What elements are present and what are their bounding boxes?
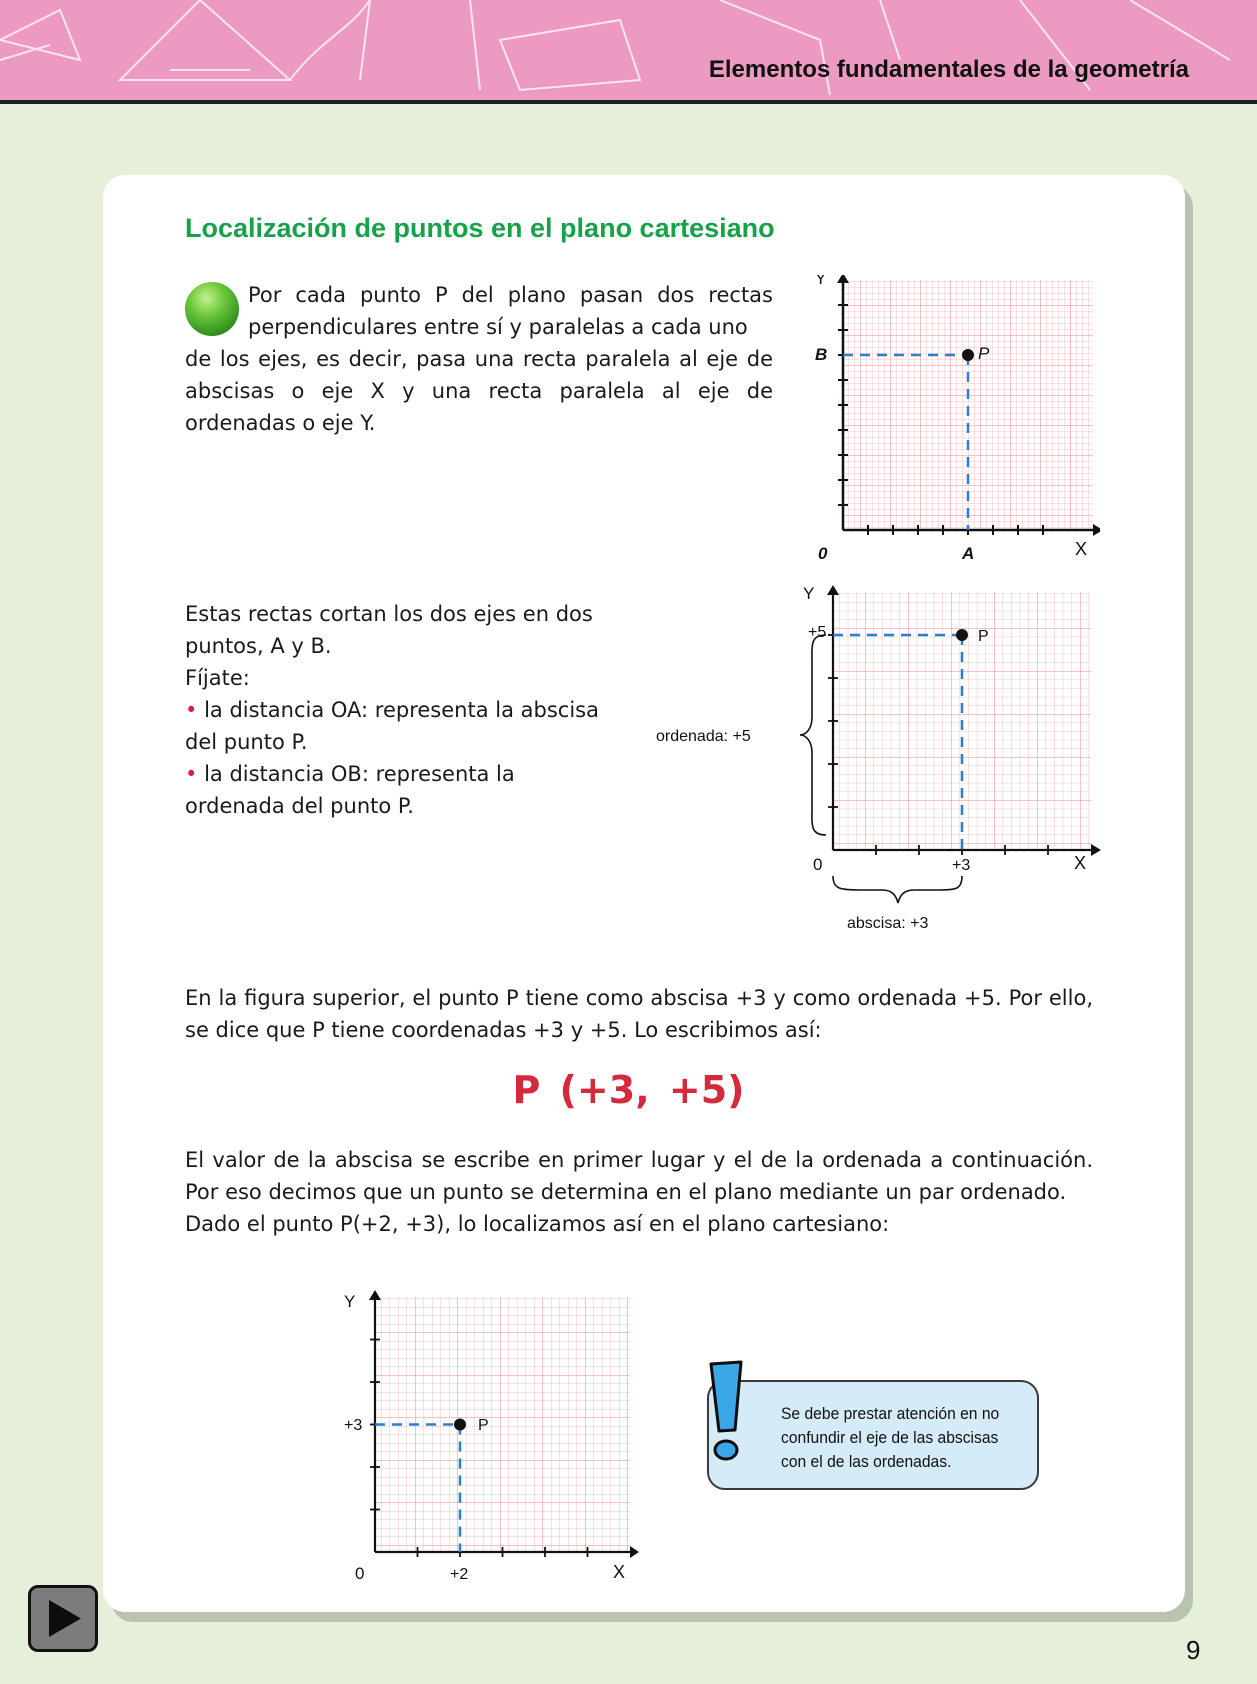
- origin-label: 0: [813, 855, 823, 874]
- y-axis-arrow-icon: [837, 275, 849, 283]
- y-axis-arrow-icon: [827, 585, 839, 595]
- paragraph-ordered-pair: [185, 1144, 1093, 1240]
- y-axis-label: Y: [344, 1292, 356, 1311]
- y-tick-label: +5: [808, 624, 827, 641]
- point-label: P: [978, 628, 989, 645]
- red-bullet-icon: •: [185, 762, 205, 786]
- point-label: P: [978, 344, 990, 363]
- ordenada-label: ordenada: +5: [656, 728, 751, 745]
- y-axis-arrow-icon: [369, 1290, 381, 1300]
- origin-label: 0: [818, 544, 828, 563]
- paragraph-distances: [185, 598, 615, 822]
- play-button[interactable]: [28, 1585, 98, 1652]
- y-mark-label: B: [815, 345, 828, 364]
- cartesian-graph-2: [650, 585, 1110, 950]
- x-axis-arrow-icon: [1093, 524, 1100, 536]
- point-label: P: [478, 1417, 489, 1434]
- x-tick-label: +3: [952, 857, 971, 874]
- section-title: Localización de puntos en el plano cartesiano: [185, 213, 775, 243]
- paragraph-intro-line1: Por cada punto P del plano pasan dos rectas perpendiculares entre sí y paralelas a cada uno: [248, 283, 773, 339]
- bullet-ordenada: [185, 758, 615, 822]
- bullet-ordenada-text: la distancia OB: representa la ordenada del punto P.: [185, 762, 515, 818]
- x-tick-label: +2: [450, 1566, 469, 1583]
- cartesian-graph-3: [330, 1290, 640, 1595]
- play-icon: [31, 1588, 95, 1649]
- x-axis-label: X: [1074, 853, 1087, 873]
- abscisa-brace: [833, 876, 962, 903]
- abscisa-label: abscisa: +3: [847, 915, 929, 932]
- geometry-decoration: [0, 0, 1257, 100]
- point-p: [962, 349, 974, 361]
- paragraph-ordered-pair-text: El valor de la abscisa se escribe en primer lugar y el de la ordenada a continuación. Por eso decimos que un punto se determina en el plano mediante un par ordenado.: [185, 1148, 1093, 1204]
- red-bullet-icon: •: [185, 698, 205, 722]
- paragraph-coordinates: En la figura superior, el punto P tiene como abscisa +3 y como ordenada +5. Por ello, se dice que P tiene coordenadas +3 y +5. Lo escribimos así:: [185, 986, 1093, 1042]
- origin-label: 0: [355, 1564, 365, 1583]
- x-axis-arrow-icon: [630, 1546, 639, 1558]
- attention-note: [707, 1380, 1039, 1490]
- header-title: Elementos fundamentales de la geometría: [708, 56, 1189, 83]
- paragraph-intro-rest: de los ejes, es decir, pasa una recta paralela al eje de abscisas o eje X y una recta paralela al eje de ordenadas o eje Y.: [185, 347, 773, 435]
- bullet-abscisa: [185, 694, 615, 758]
- page-number: 9: [1186, 1635, 1201, 1665]
- paragraph-distances-intro: Estas rectas cortan los dos ejes en dos puntos, A y B.: [185, 602, 593, 658]
- point-p: [454, 1419, 466, 1431]
- x-mark-label: A: [962, 544, 975, 563]
- header-banner: [0, 0, 1257, 104]
- x-axis-label: X: [613, 1562, 626, 1582]
- paragraph-given-point: Dado el punto P(+2, +3), lo localizamos así en el plano cartesiano:: [185, 1212, 890, 1236]
- fijate-label: Fíjate:: [185, 666, 250, 690]
- cartesian-graph-1: [800, 275, 1100, 570]
- y-axis-label: Y: [803, 585, 815, 603]
- x-axis-label: X: [1075, 539, 1088, 559]
- bullet-abscisa-text: la distancia OA: representa la abscisa del punto P.: [185, 698, 599, 754]
- y-axis-label: Y: [815, 275, 827, 288]
- y-tick-label: +3: [344, 1417, 363, 1434]
- ordenada-brace: [800, 635, 826, 835]
- point-p: [956, 629, 968, 641]
- paragraph-intro: [185, 279, 773, 439]
- coordinates-formula: P (+3, +5): [512, 1068, 745, 1112]
- note-text: Se debe prestar atención en no confundir el eje de las abscisas con el de las ordenadas.: [781, 1404, 1000, 1471]
- x-axis-arrow-icon: [1091, 844, 1101, 856]
- exclamation-icon: [689, 1358, 759, 1468]
